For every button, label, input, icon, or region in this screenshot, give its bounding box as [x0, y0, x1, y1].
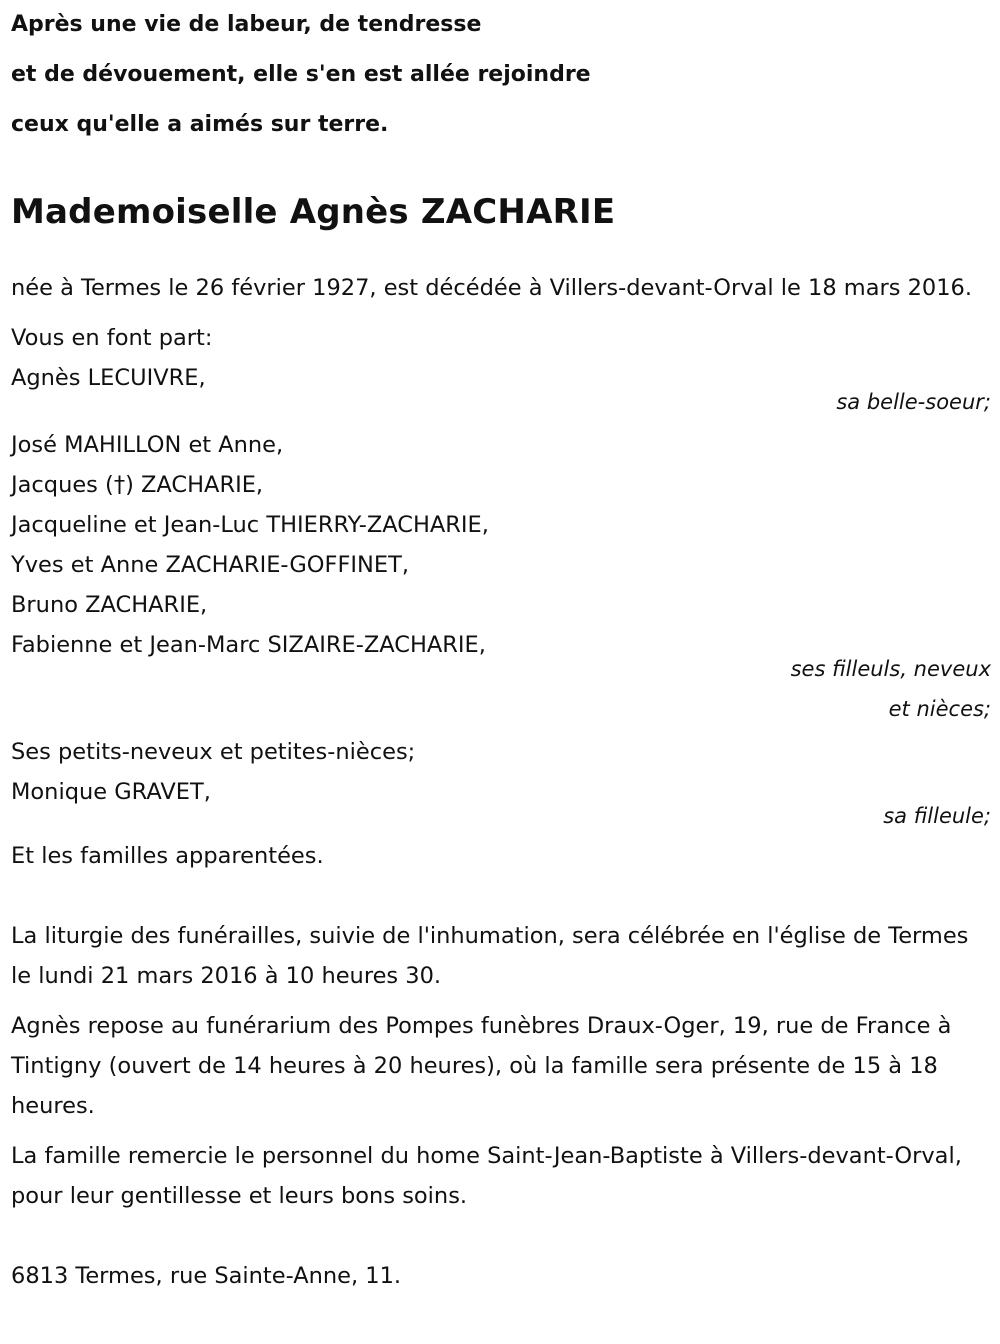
- intro-line: et de dévouement, elle s'en est allée rejoindre: [11, 62, 591, 87]
- address: 6813 Termes, rue Sainte-Anne, 11.: [11, 1263, 402, 1289]
- repose-text: Agnès repose au funérarium des Pompes funèbres Draux-Oger, 19, rue de France à Tintigny (ouvert de 14 heures à 20 heures), où la famille sera présente de 15 à 18 heures.: [11, 1013, 952, 1119]
- obituary: [11, 0, 991, 1296]
- family-name: Ses petits-neveux et petites-nièces;: [11, 739, 416, 765]
- family-name: Jacques (†) ZACHARIE,: [11, 472, 264, 498]
- family-name: Fabienne et Jean-Marc SIZAIRE-ZACHARIE,: [11, 632, 486, 658]
- birth-death-info: née à Termes le 26 février 1927, est décédée à Villers-devant-Orval le 18 mars 2016.: [11, 275, 973, 301]
- families-text: Et les familles apparentées.: [11, 843, 324, 869]
- family-name: Agnès LECUIVRE,: [11, 365, 206, 391]
- liturgy-text: La liturgie des funérailles, suivie de l'inhumation, sera célébrée en l'église de Termes le lundi 21 mars 2016 à 10 heures 30.: [11, 923, 969, 989]
- relation-label: sa belle-soeur;: [836, 390, 991, 414]
- family-name: Jacqueline et Jean-Luc THIERRY-ZACHARIE,: [11, 512, 489, 538]
- thanks-text: La famille remercie le personnel du home Saint-Jean-Baptiste à Villers-devant-Orval, pour leur gentillesse et leurs bons soins.: [11, 1143, 962, 1209]
- family-name: José MAHILLON et Anne,: [11, 432, 284, 458]
- relation-label: sa filleule;: [883, 804, 991, 828]
- family-group: [11, 425, 991, 665]
- family-name: Bruno ZACHARIE,: [11, 592, 208, 618]
- family-name: Yves et Anne ZACHARIE-GOFFINET,: [11, 552, 409, 578]
- relation-label: et nièces;: [888, 697, 991, 721]
- relation-label: ses filleuls, neveux: [790, 657, 991, 681]
- family-name: Monique GRAVET,: [11, 779, 211, 805]
- announce: Vous en font part:: [11, 325, 213, 351]
- intro-line: Après une vie de labeur, de tendresse: [11, 12, 482, 37]
- intro-text: [11, 0, 991, 150]
- intro-line: ceux qu'elle a aimés sur terre.: [11, 112, 389, 137]
- deceased-name: Mademoiselle Agnès ZACHARIE: [11, 192, 616, 232]
